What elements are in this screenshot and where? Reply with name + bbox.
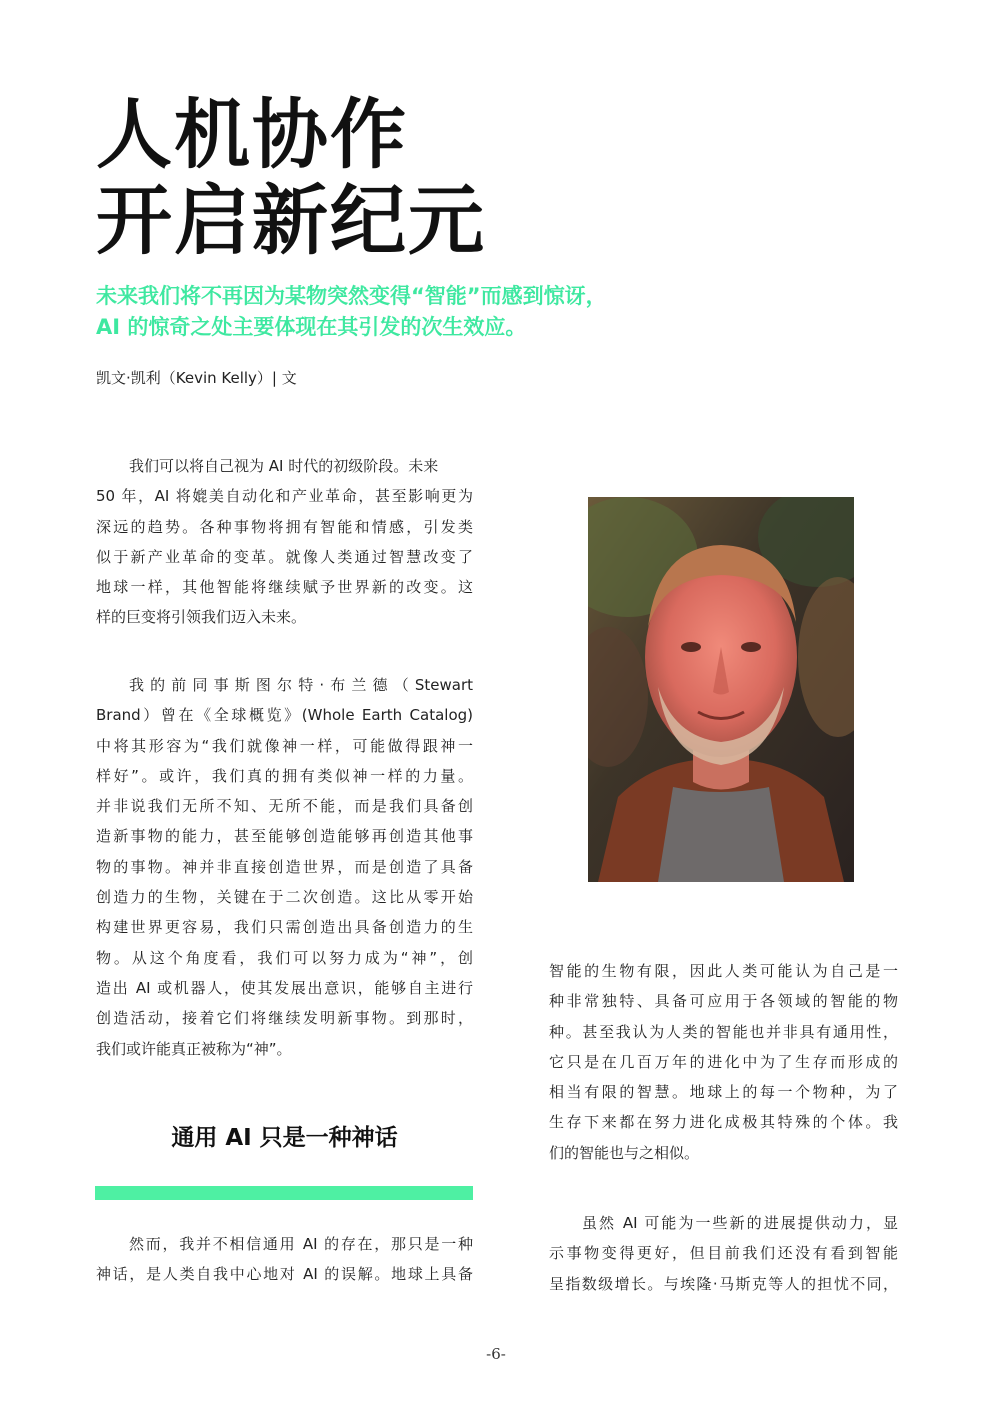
text-line: 示事物变得更好，但目前我们还没有看到智能 (549, 1244, 898, 1263)
subtitle-line-1: 未来我们将不再因为某物突然变得“智能”而感到惊讶， (96, 284, 607, 308)
text-line: 深远的趋势。各种事物将拥有智能和情感，引发类 (96, 517, 473, 536)
byline: 凯文·凯利（Kevin Kelly）| 文 (96, 369, 297, 387)
portrait-photo (588, 497, 854, 882)
text-line: 们的智能也与之相似。 (549, 1143, 700, 1162)
section-divider-bar (95, 1186, 473, 1200)
text-line: 然而，我并不相信通用 AI 的存在，那只是一种 (129, 1235, 473, 1253)
text-line: 50 年，AI 将媲美自动化和产业革命，甚至影响更为 (96, 487, 473, 506)
text-line: 中将其形容为“我们就像神一样，可能做得跟神一 (96, 736, 473, 755)
right-paragraph-1 (549, 956, 898, 1168)
text-line: 地球一样，其他智能将继续赋予世界新的改变。这 (96, 578, 473, 597)
text-line: 造出 AI 或机器人，使其发展出意识，能够自主进行 (96, 978, 473, 997)
text-line: Brand）曾在《全球概览》(Whole Earth Catalog) (96, 706, 473, 725)
left-paragraph-1 (96, 451, 473, 633)
text-line: 造新事物的能力，甚至能够创造能够再创造其他事 (96, 827, 473, 846)
page-number: -6- (486, 1345, 506, 1363)
text-line: 生存下来都在努力进化成极其特殊的个体。我 (549, 1113, 898, 1132)
text-line: 它只是在几百万年的进化中为了生存而形成的 (549, 1052, 898, 1071)
text-line: 物的事物。神并非直接创造世界，而是创造了具备 (96, 857, 473, 876)
text-line: 神话，是人类自我中心地对 AI 的误解。地球上具备 (96, 1265, 473, 1284)
subtitle-line-2: AI 的惊奇之处主要体现在其引发的次生效应。 (96, 315, 527, 339)
right-paragraph-2 (549, 1208, 898, 1299)
text-line: 我们可以将自己视为 AI 时代的初级阶段。未来 (129, 457, 439, 475)
text-line: 样好”。或许，我们真的拥有类似神一样的力量。 (96, 766, 473, 785)
article-subtitle (96, 281, 607, 343)
text-line: 物。从这个角度看，我们可以努力成为“神”，创 (96, 948, 473, 967)
text-line: 创造力的生物，关键在于二次创造。这比从零开始 (96, 888, 473, 907)
text-line: 我们或许能真正被称为“神”。 (96, 1039, 292, 1058)
article-title (96, 92, 486, 264)
text-line: 并非说我们无所不知、无所不能，而是我们具备创 (96, 797, 473, 816)
text-line: 种非常独特、具备可应用于各领域的智能的物 (549, 992, 898, 1011)
text-line: 种。甚至我认为人类的智能也并非具有通用性， (549, 1022, 898, 1041)
text-line: 虽然 AI 可能为一些新的进展提供动力，显 (582, 1214, 898, 1232)
text-line: 智能的生物有限，因此人类可能认为自己是一 (549, 962, 898, 980)
text-line: 相当有限的智慧。地球上的每一个物种，为了 (549, 1083, 898, 1102)
text-line: 我的前同事斯图尔特·布兰德（Stewart (129, 676, 473, 694)
left-paragraph-3 (96, 1229, 473, 1290)
left-paragraph-2 (96, 670, 473, 1064)
text-line: 呈指数级增长。与埃隆·马斯克等人的担忧不同， (549, 1274, 898, 1293)
title-line-1: 人机协作 (96, 90, 408, 179)
text-line: 构建世界更容易，我们只需创造出具备创造力的生 (96, 918, 473, 937)
section-heading: 通用 AI 只是一种神话 (171, 1125, 398, 1151)
portrait-illustration (588, 497, 854, 882)
title-line-2: 开启新纪元 (96, 176, 486, 265)
text-line: 似于新产业革命的变革。就像人类通过智慧改变了 (96, 547, 473, 566)
text-line: 样的巨变将引领我们迈入未来。 (96, 608, 307, 627)
text-line: 创造活动，接着它们将继续发明新事物。到那时， (96, 1009, 473, 1028)
